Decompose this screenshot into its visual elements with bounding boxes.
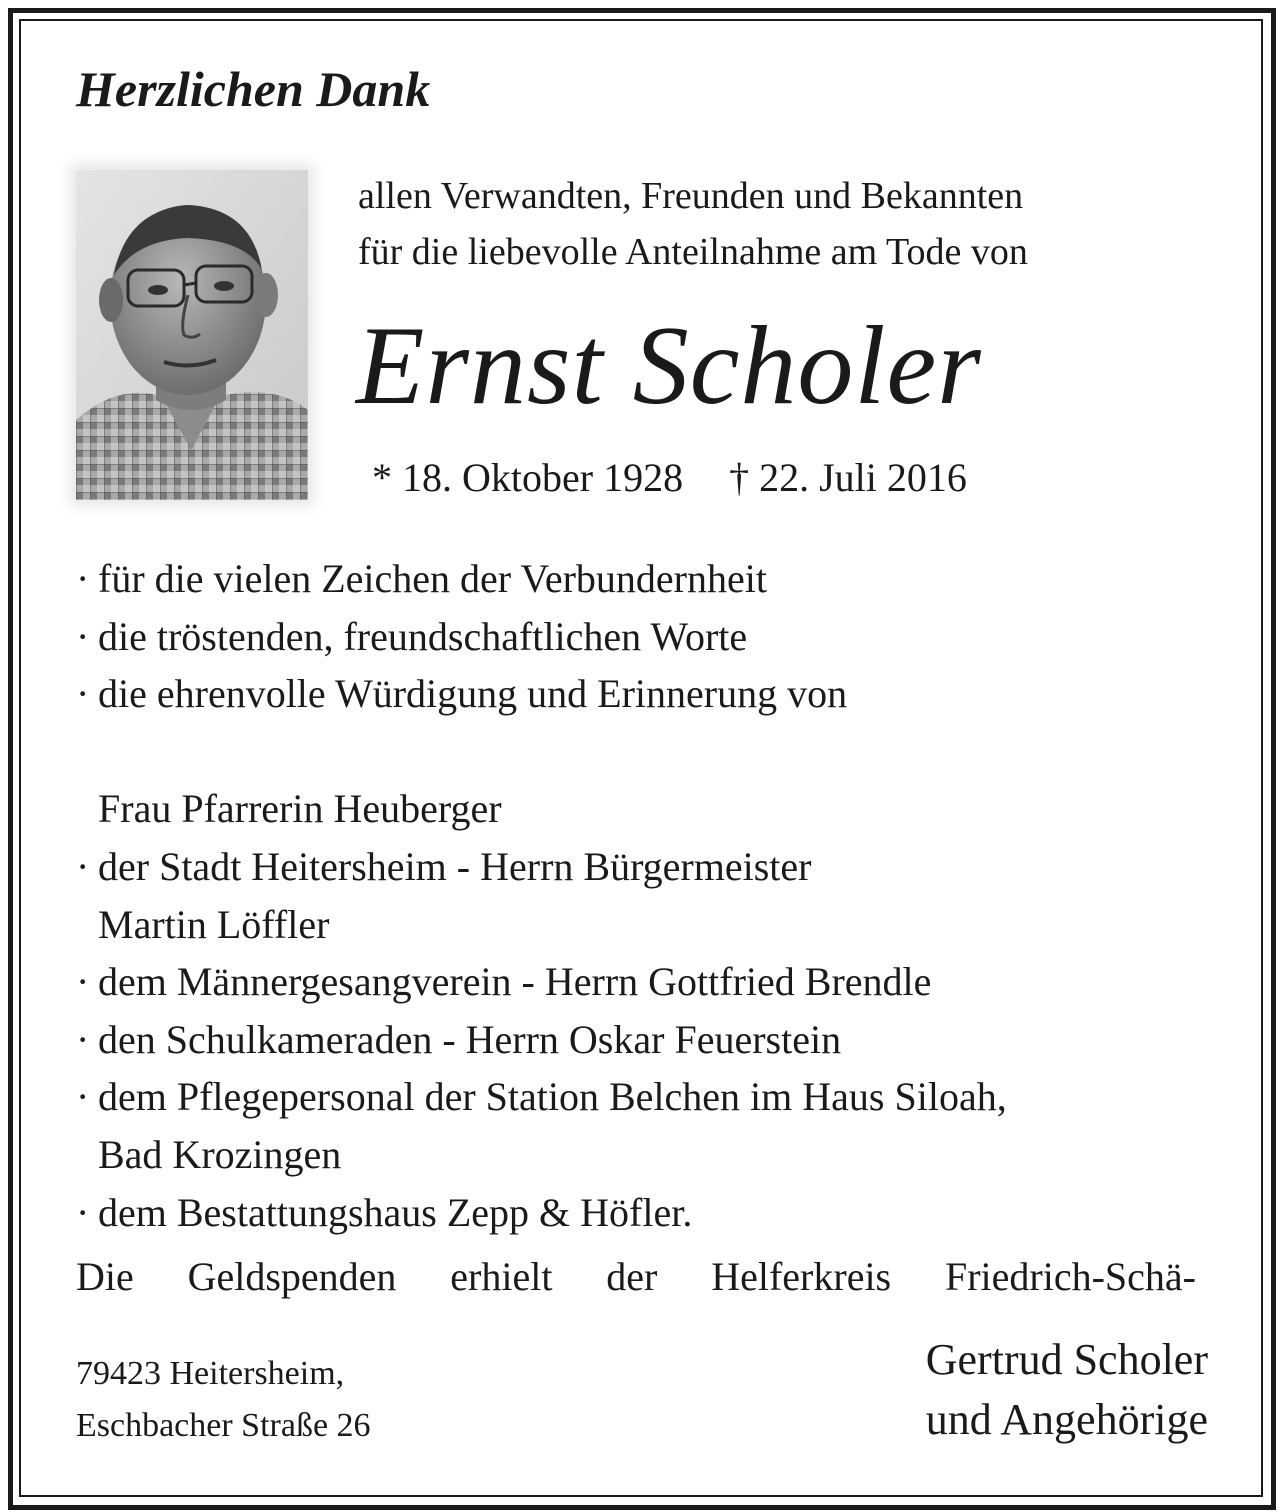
portrait-photo	[76, 170, 308, 500]
list-item: Frau Pfarrerin Heuberger	[98, 786, 502, 832]
intro-line: für die liebevolle Anteilnahme am Tode von	[358, 231, 1028, 273]
list-item: · die ehrenvolle Würdigung und Erinnerung von	[76, 665, 1007, 723]
address-line: Eschbacher Straße 26	[76, 1407, 371, 1444]
intro-text	[358, 168, 1028, 280]
signature-line: Gertrud Scholer	[925, 1335, 1208, 1384]
list-item: · den Schulkameraden - Herrn Oskar Feuerstein	[76, 1011, 1007, 1069]
deceased-name: Ernst Scholer	[356, 304, 982, 428]
list-item: · dem Pflegepersonal der Station Belchen im Haus Siloah,	[76, 1068, 1007, 1126]
list-item: · die tröstenden, freundschaftlichen Worte	[76, 608, 1007, 666]
death-date: † 22. Juli 2016	[729, 455, 967, 500]
life-dates	[372, 455, 967, 500]
address-line: 79423 Heitersheim,	[76, 1355, 345, 1392]
list-item: · dem Männergesangverein - Herrn Gottfried Brendle	[76, 953, 1007, 1011]
intro-line: allen Verwandten, Freunden und Bekannten	[358, 175, 1024, 217]
list-item: Martin Löffler	[98, 901, 330, 947]
signature	[926, 1330, 1208, 1450]
list-item: · für die vielen Zeichen der Verbundernheit	[76, 550, 1007, 608]
signature-line: und Angehörige	[925, 1395, 1208, 1444]
list-item: Bad Krozingen	[98, 1131, 342, 1177]
list-item	[76, 723, 1007, 781]
list-item: · dem Bestattungshaus Zepp & Höfler.	[76, 1184, 1007, 1242]
thanks-list	[76, 550, 1007, 1241]
address	[76, 1348, 371, 1452]
donation-note: Die Geldspenden erhielt der Helferkreis Friedrich-Schä-	[76, 1255, 1196, 1299]
birth-date: * 18. Oktober 1928	[372, 455, 684, 500]
list-item: · der Stadt Heitersheim - Herrn Bürgermeister	[76, 838, 1007, 896]
heading: Herzlichen Dank	[76, 61, 431, 117]
